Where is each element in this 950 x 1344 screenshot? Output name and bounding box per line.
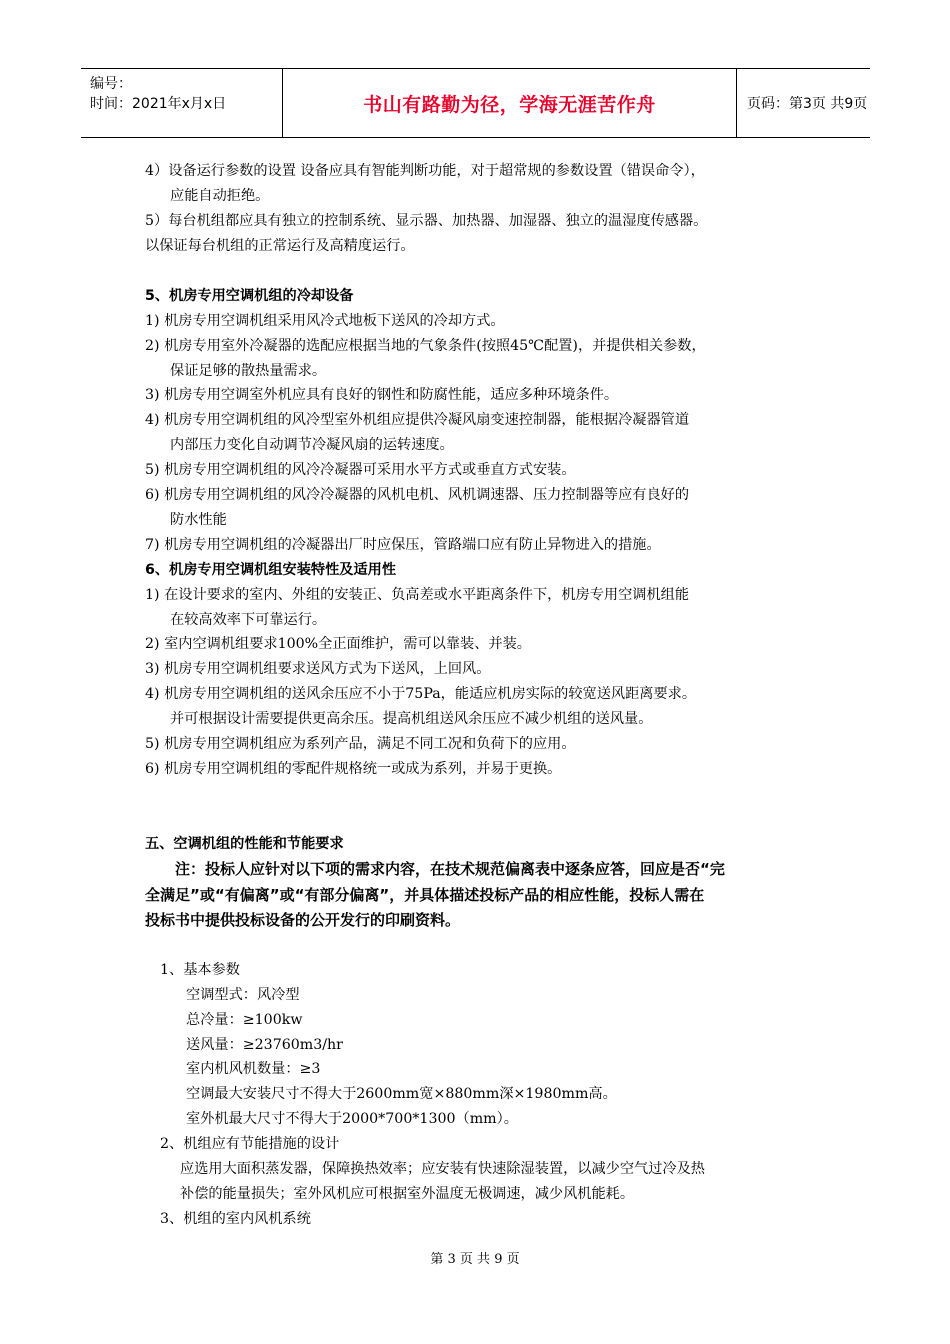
page-footer: 第 3 页 共 9 页 — [430, 1252, 520, 1267]
body-line: 3) 机房专用空调室外机应具有良好的钢性和防腐性能，适应多种环境条件。 — [145, 387, 619, 403]
header-motto: 书山有路勤为径，学海无涯苦作舟 — [283, 69, 737, 137]
page-header — [81, 68, 870, 138]
body-line: 室内机风机数量：≥3 — [186, 1061, 321, 1077]
note-line: 注：投标人应针对以下项的需求内容，在技术规范偏离表中逐条应答，回应是否“完 — [175, 860, 725, 878]
body-line: 5）每台机组都应具有独立的控制系统、显示器、加热器、加湿器、独立的温湿度传感器。 — [145, 213, 708, 229]
note-line: 全满足”或“有偏离”或“有部分偏离”，并具体描述投标产品的相应性能，投标人需在 — [145, 886, 705, 904]
body-line: 5) 机房专用空调机组的风冷冷凝器可采用水平方式或垂直方式安装。 — [145, 462, 576, 478]
header-info-cell — [81, 69, 283, 137]
page-number-label: 页码：第3页 共9页 — [747, 96, 868, 112]
body-line: 室外机最大尺寸不得大于2000*700*1300（mm）。 — [186, 1111, 518, 1127]
body-line: 并可根据设计需要提供更高余压。提高机组送风余压应不减少机组的送风量。 — [170, 711, 653, 727]
body-line: 应能自动拒绝。 — [170, 188, 270, 204]
body-line: 应选用大面积蒸发器，保障换热效率；应安装有快速除湿装置，以减少空气过冷及热 — [180, 1161, 705, 1177]
number-label: 编号： — [90, 76, 132, 92]
body-line: 5) 机房专用空调机组应为系列产品，满足不同工况和负荷下的应用。 — [145, 736, 576, 752]
body-line: 4) 机房专用空调机组的送风余压应不小于75Pa，能适应机房实际的较宽送风距离要求。 — [145, 686, 697, 702]
body-line: 1、基本参数 — [160, 962, 240, 978]
body-line: 6) 机房专用空调机组的风冷冷凝器的风机电机、风机调速器、压力控制器等应有良好的 — [145, 487, 690, 503]
time-label: 时间：2021年x月x日 — [90, 96, 227, 112]
body-line: 空调型式：风冷型 — [186, 987, 300, 1003]
body-line: 2、机组应有节能措施的设计 — [160, 1136, 340, 1152]
note-line: 投标书中提供投标设备的公开发行的印刷资料。 — [145, 911, 461, 929]
body-line: 补偿的能量损失；室外风机应可根据室外温度无极调速，减少风机能耗。 — [180, 1186, 635, 1202]
body-line: 2) 室内空调机组要求100%全正面维护，需可以靠装、并装。 — [145, 636, 531, 652]
body-line: 4) 机房专用空调机组的风冷型室外机组应提供冷凝风扇变速控制器，能根据冷凝器管道 — [145, 412, 690, 428]
body-line: 4）设备运行参数的设置 设备应具有智能判断功能，对于超常规的参数设置（错误命令）， — [145, 163, 705, 179]
body-line: 防水性能 — [170, 512, 227, 528]
body-line: 1) 机房专用空调机组采用风冷式地板下送风的冷却方式。 — [145, 313, 505, 329]
body-line: 7) 机房专用空调机组的冷凝器出厂时应保压，管路端口应有防止异物进入的措施。 — [145, 537, 661, 553]
body-line: 在较高效率下可靠运行。 — [170, 612, 327, 628]
section-heading: 6、机房专用空调机组安装特性及适用性 — [145, 562, 397, 578]
body-line: 以保证每台机组的正常运行及高精度运行。 — [145, 238, 415, 254]
body-line: 总冷量：≥100kw — [186, 1012, 303, 1028]
body-line: 3) 机房专用空调机组要求送风方式为下送风，上回风。 — [145, 661, 491, 677]
body-line: 6) 机房专用空调机组的零配件规格统一或成为系列，并易于更换。 — [145, 761, 562, 777]
section-heading: 5、机房专用空调机组的冷却设备 — [145, 288, 354, 304]
body-line: 送风量：≥23760m3/hr — [186, 1037, 343, 1053]
body-line: 内部压力变化自动调节冷凝风扇的运转速度。 — [170, 437, 454, 453]
body-line: 空调最大安装尺寸不得大于2600mm宽×880mm深×1980mm高。 — [186, 1086, 617, 1102]
body-line: 保证足够的散热量需求。 — [170, 363, 327, 379]
body-line: 1) 在设计要求的室内、外组的安装正、负高差或水平距离条件下，机房专用空调机组能 — [145, 587, 690, 603]
body-line: 2) 机房专用室外冷凝器的选配应根据当地的气象条件(按照45℃配置)，并提供相关参数， — [145, 338, 706, 354]
chapter-heading: 五、空调机组的性能和节能要求 — [145, 836, 344, 852]
body-line: 3、机组的室内风机系统 — [160, 1211, 311, 1227]
